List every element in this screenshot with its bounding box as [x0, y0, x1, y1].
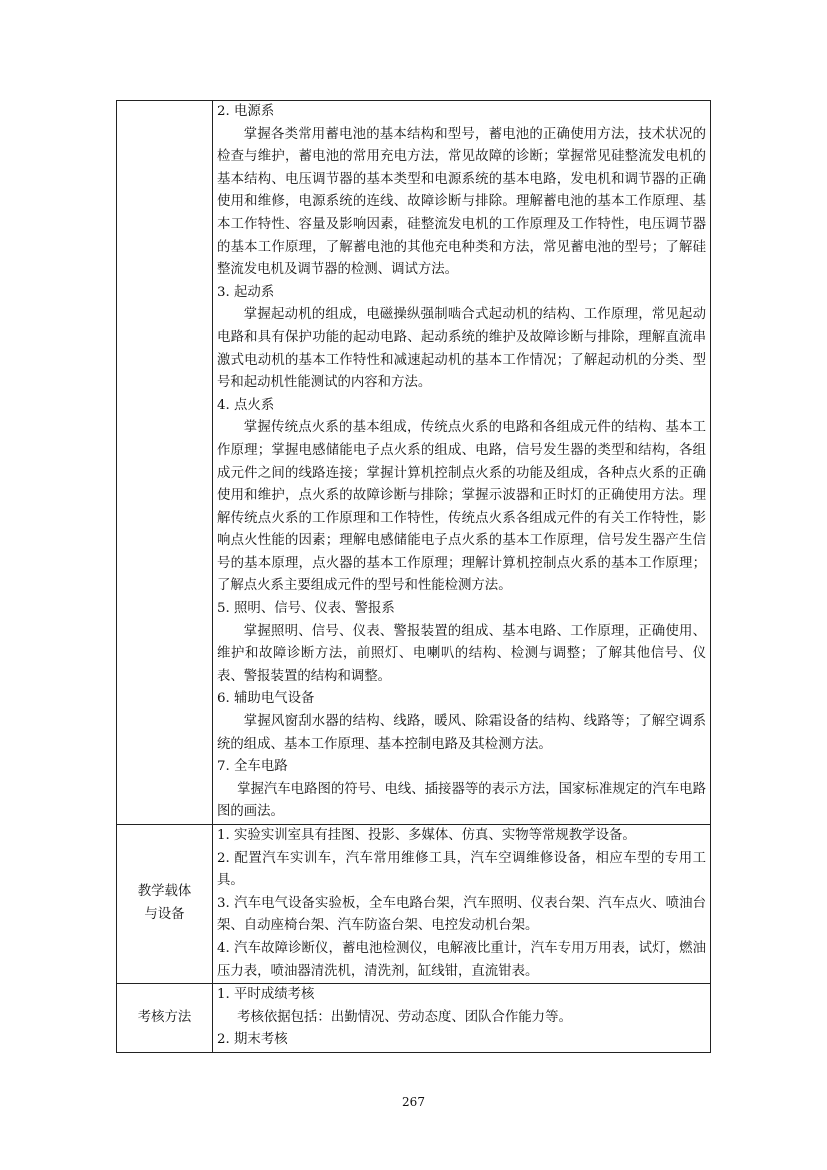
- assessment-paragraph: 考核依据包括：出勤情况、劳动态度、团队合作能力等。: [237, 1009, 572, 1025]
- row-label-empty: [117, 101, 213, 825]
- section-paragraph: 掌握起动机的组成，电磁操纵强制啮合式起动机的结构、工作原理，常见起动电路和具有保护功能的起动电路、起动系统的维护及故障诊断与排除，理解直流串激式电动机的基本工作特性和减速起动机的基本工作情况；了解起动机的分类、型号和起动机性能测试的内容和方法。: [217, 307, 706, 391]
- equipment-cell: [213, 825, 711, 984]
- equipment-item: 1. 实验实训室具有挂图、投影、多媒体、仿真、实物等常规教学设备。: [217, 828, 636, 843]
- equipment-item: 2. 配置汽车实训车，汽车常用维修工具，汽车空调维修设备，相应车型的专用工具。: [217, 850, 706, 889]
- table-row-equipment: [117, 825, 711, 984]
- assessment-heading: 2. 期末考核: [217, 1032, 288, 1048]
- section-heading: 7. 全车电路: [217, 759, 288, 775]
- assessment-heading: 1. 平时成绩考核: [217, 987, 315, 1003]
- equipment-item: 4. 汽车故障诊断仪，蓄电池检测仪，电解液比重计，汽车专用万用表，试灯，燃油压力表，喷油器清洗机，清洗剂，缸线钳，直流钳表。: [217, 940, 706, 979]
- row-label-assessment: 考核方法: [117, 984, 213, 1053]
- course-table: [116, 100, 711, 1053]
- section-paragraph: 掌握传统点火系的基本组成，传统点火系的电路和各组成元件的结构、基本工作原理；掌握电感储能电子点火系的组成、电路，信号发生器的类型和结构，各组成元件之间的线路连接；掌握计算机控制点火系的功能及组成，各种点火系的正确使用和维护，点火系的故障诊断与排除；掌握示波器和正时灯的正确使用方法。理解传统点火系的工作原理和工作特性，传统点火系各组成元件的有关工作特性，影响点火性能的因素；理解电感储能电子点火系的基本工作原理，信号发生器产生信号的基本原理，点火器的基本工作原理；理解计算机控制点火系的基本工作原理；了解点火系主要组成元件的型号和性能检测方法。: [217, 420, 706, 594]
- section-paragraph: 掌握风窗刮水器的结构、线路，暖风、除霜设备的结构、线路等；了解空调系统的组成、基本工作原理、基本控制电路及其检测方法。: [217, 714, 706, 752]
- section-paragraph: 掌握各类常用蓄电池的基本结构和型号，蓄电池的正确使用方法，技术状况的检查与维护，蓄电池的常用充电方法，常见故障的诊断；掌握常见硅整流发电机的基本结构、电压调节器的基本类型和电源系统的基本电路，发电机和调节器的正确使用和维修，电源系统的连线、故障诊断与排除。理解蓄电池的基本工作原理、基本工作特性、容量及影响因素，硅整流发电机的工作原理及工作特性，电压调节器的基本工作原理，了解蓄电池的其他充电种类和方法，常见蓄电池的型号；了解硅整流发电机及调节器的检测、调试方法。: [217, 126, 706, 278]
- section-heading: 6. 辅助电气设备: [217, 691, 315, 707]
- section-paragraph: 掌握照明、信号、仪表、警报装置的组成、基本电路、工作原理，正确使用、维护和故障诊断方法，前照灯、电喇叭的结构、检测与调整；了解其他信号、仪表、警报装置的结构和调整。: [217, 623, 706, 684]
- row-label-equipment: 教学载体与设备: [117, 825, 213, 984]
- section-heading: 2. 电源系: [217, 104, 275, 119]
- page-number: 267: [402, 1095, 425, 1109]
- section-paragraph: 掌握汽车电路图的符号、电线、插接器等的表示方法，国家标准规定的汽车电路图的画法。: [217, 781, 706, 820]
- table-row-assessment: [117, 984, 711, 1053]
- content-cell: [213, 101, 711, 825]
- table-row-content: [117, 101, 711, 825]
- equipment-item: 3. 汽车电气设备实验板，全车电路台架，汽车照明、仪表台架、汽车点火、喷油台架、自动座椅台架、汽车防盗台架、电控发动机台架。: [217, 895, 706, 934]
- section-heading: 5. 照明、信号、仪表、警报系: [217, 601, 395, 617]
- section-heading: 4. 点火系: [217, 397, 275, 413]
- assessment-cell: [213, 984, 711, 1053]
- section-heading: 3. 起动系: [217, 284, 275, 300]
